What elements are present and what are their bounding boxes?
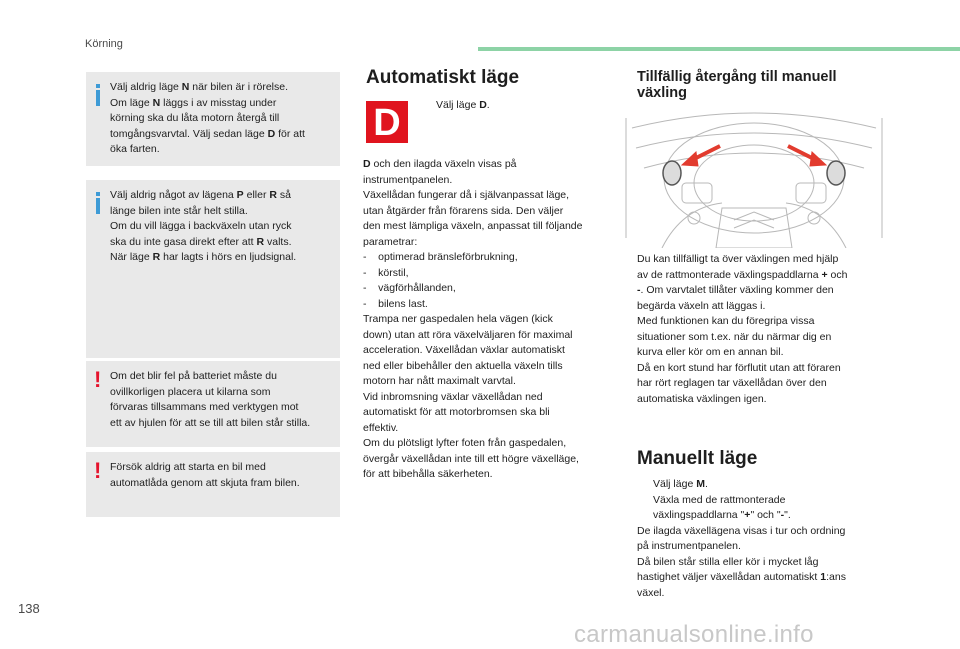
body-line: - körstil,: [363, 266, 409, 279]
warning-text-line: ovillkorligen placera ut kilarna som: [110, 385, 271, 398]
body-line: automatiska växlingen igen.: [637, 392, 767, 405]
heading-automatic-mode: Automatiskt läge: [366, 67, 520, 88]
body-line: automatiskt för att motorbromsen ska bli: [363, 406, 550, 418]
warning-text-line: Om det blir fel på batteriet måste du: [110, 370, 277, 382]
info-box-neutral: [86, 72, 340, 166]
body-line: D och den ilagda växeln visas på: [363, 158, 517, 170]
manual-mode-body: [637, 477, 897, 601]
heading-temporary-manual: [637, 69, 907, 101]
info-text-line: körning ska du låta motorn återgå till: [110, 112, 280, 124]
warning-exclamation-icon: !: [94, 458, 102, 483]
info-marker-icon: [96, 198, 100, 214]
info-text-line: När läge R har lagts i hörs en ljudsignal.: [110, 251, 297, 263]
body-line: Växellådan fungerar då i självanpassat läge,: [363, 189, 570, 201]
body-line: Vid inbromsning växlar växellådan ned: [363, 390, 543, 403]
body-line: av de rattmonterade växlingspaddlarna + och: [637, 268, 848, 281]
step-select-d: Välj läge D.: [420, 98, 600, 114]
body-line: instrumentpanelen.: [363, 173, 453, 186]
step-arrow-icon: [637, 493, 653, 509]
step-use-paddles-cont: växlingspaddlarna "+" och "-".: [653, 509, 791, 521]
body-line: ned eller bibehåller den aktuella växeln tills: [363, 359, 563, 372]
section-accent-bar: [478, 47, 960, 51]
warning-text-line: ett av hjulen för att se till att bilen står stilla.: [110, 416, 311, 429]
page-number: 138: [18, 601, 40, 616]
body-line: Om du plötsligt lyfter foten från gaspedalen,: [363, 437, 567, 449]
body-line: effektiv.: [363, 421, 399, 434]
body-line: Trampa ner gaspedalen hela vägen (kick: [363, 313, 553, 325]
heading-line: Tillfällig återgång till manuell: [637, 69, 837, 85]
step-arrow-icon: [637, 477, 653, 493]
heading-manual-mode: Manuellt läge: [637, 448, 758, 469]
heading-line: växling: [637, 85, 687, 101]
body-line: växel.: [637, 586, 665, 599]
warning-box-push-start: [86, 452, 340, 517]
info-marker-icon: [96, 90, 100, 106]
body-line: - optimerad bränsleförbrukning,: [363, 251, 518, 263]
body-line: Då bilen står stilla eller kör i mycket låg: [637, 555, 819, 568]
info-text-line: länge bilen inte står helt stilla.: [110, 204, 248, 217]
body-line: för att bibehålla säkerheten.: [363, 468, 493, 480]
body-line: Med funktionen kan du föregripa vissa: [637, 315, 815, 327]
step-use-paddles: Växla med de rattmonterade: [637, 493, 897, 509]
info-text-line: Välj aldrig något av lägena P eller R så: [110, 189, 291, 201]
body-line: acceleration. Växellådan växlar automatiskt: [363, 344, 565, 356]
info-text-line: öka farten.: [110, 143, 160, 155]
warning-text-line: automatlåda genom att skjuta fram bilen.: [110, 476, 300, 489]
body-line: situationer som t.ex. när du närmar dig en: [637, 330, 832, 343]
body-line: övergår växellådan inte till ett högre växelläge,: [363, 452, 579, 465]
info-text-line: Välj aldrig läge N när bilen är i rörelse.: [110, 81, 289, 93]
temporary-manual-body: [637, 252, 897, 407]
body-line: -. Om varvtalet tillåter växling kommer den: [637, 284, 834, 296]
body-line: parametrar:: [363, 235, 418, 248]
body-line: motorn har nått maximalt varvtal.: [363, 375, 516, 387]
step-arrow-icon: [420, 98, 436, 114]
info-text-line: ska du inte gasa direkt efter att R valts.: [110, 235, 292, 248]
watermark: carmanualsonline.info: [574, 621, 814, 648]
body-line: - bilens last.: [363, 297, 428, 310]
info-text-line: Om läge N läggs i av misstag under: [110, 96, 277, 109]
body-line: De ilagda växellägena visas i tur och ordning: [637, 524, 846, 537]
body-line: den mest lämpliga växeln, anpassat till följande: [363, 220, 583, 232]
body-line: hastighet väljer växellådan automatiskt 1:ans: [637, 571, 846, 583]
body-line: Du kan tillfälligt ta över växlingen med hjälp: [637, 253, 839, 265]
body-line: down) utan att röra växelväljaren för maximal: [363, 328, 573, 341]
section-title: Körning: [85, 38, 123, 50]
warning-box-battery: [86, 361, 340, 447]
body-line: Då en kort stund har förflutit utan att föraren: [637, 361, 841, 374]
body-line: utan åtgärder från förarens sida. Den väljer: [363, 204, 564, 217]
info-text-line: Om du vill lägga i backväxeln utan ryck: [110, 220, 292, 232]
info-box-park-reverse: [86, 180, 340, 358]
body-line: begärda växeln att läggas i.: [637, 299, 766, 312]
warning-exclamation-icon: !: [94, 367, 102, 392]
steering-wheel-paddles-illustration: [622, 108, 886, 248]
step-select-m: Välj läge M.: [637, 477, 897, 493]
warning-text-line: förvaras tillsammans med verktygen mot: [110, 401, 299, 413]
gear-d-badge: [366, 101, 408, 143]
automatic-mode-body: [363, 157, 613, 483]
body-line: har rört reglagen tar växellådan över den: [637, 377, 827, 389]
warning-text-line: Försök aldrig att starta en bil med: [110, 461, 266, 473]
gear-d-label: D: [373, 102, 401, 144]
body-line: på instrumentpanelen.: [637, 540, 741, 552]
info-text-line: tomgångsvarvtal. Välj sedan läge D för att: [110, 127, 305, 140]
body-line: kurva eller kör om en annan bil.: [637, 346, 784, 358]
body-line: - vägförhållanden,: [363, 282, 456, 294]
